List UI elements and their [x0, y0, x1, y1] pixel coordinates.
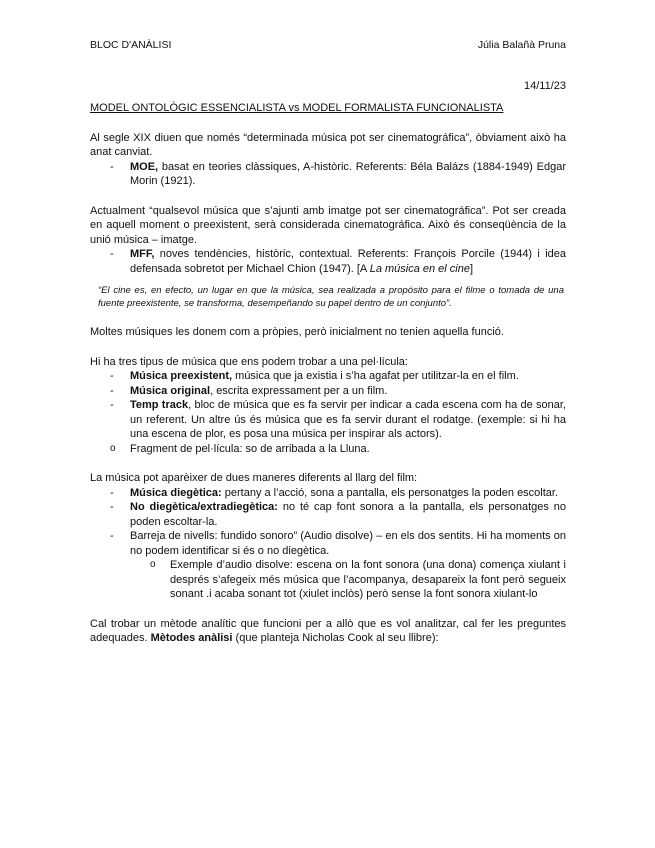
description: , escrita expressament per a un film. [210, 384, 388, 397]
document-page [90, 38, 566, 646]
list-item [90, 398, 566, 442]
fragment-list [90, 442, 566, 457]
list-item [90, 486, 566, 501]
list-item [90, 384, 566, 399]
mff-description: noves tendències, històric, contextual. Referents: François Porcile (1944) i idea defensada sobretot per Michael Chion (1947). [A [130, 248, 566, 275]
description: Barreja de nivells: fundido sonoro” (Audio disolve) – en els dos sentits. Hi ha moments on no podem identificar si és o no diegètica. [130, 530, 566, 557]
header-title: BLOC D'ANÀLISI [90, 39, 172, 51]
metodes-text: Cal trobar un mètode analític que funcioni per a allò que es vol analitzar, cal fer les preguntes adequades. [90, 617, 566, 644]
paragraph-tipus: Hi ha tres tipus de música que ens podem trobar a una pel·lícula: [90, 355, 408, 368]
paragraph-musiques: Moltes músiques les donem com a pròpies, però inicialment no tenien aquella funció. [90, 326, 504, 338]
circle-bullet-icon: o [110, 442, 116, 454]
term: Música diegètica: [130, 486, 222, 499]
fragment-text: Fragment de pel·lícula: so de arribada a la Lluna. [130, 442, 370, 455]
quote: “El cine es, en efecto, un lugar en que la música, sea realizada a propósito para el filme o tomada de una fuente preexistente, se transforma, desempeñando su papel dentro de un conjunto”. [98, 285, 564, 309]
section-heading: MODEL ONTOLÒGIC ESSENCIALISTA vs MODEL FORMALISTA FUNCIONALISTA [90, 102, 504, 114]
list-item [90, 529, 566, 602]
header-author: Júlia Balañà Pruna [477, 39, 566, 51]
list-item-moe [90, 160, 566, 189]
paragraph-maneres: La música pot aparèixer de dues maneres diferents al llarg del film: [90, 472, 418, 484]
book-title: La música en el cine [369, 262, 470, 275]
paragraph-actualment: Actualment “qualsevol música que s’ajunti amb imatge pot ser cinematográfica”. Pot ser creada en aquell moment o preexistent, serà considerada cinematográfica. Això és conseqüència de la unió música – imatge. [90, 204, 566, 246]
description: pertany a l’acció, sona a pantalla, els personatges la poden escoltar. [221, 486, 559, 499]
music-types-list [90, 369, 566, 442]
term-mff: MFF, [130, 248, 155, 260]
list-item-example [130, 558, 566, 602]
term: Música preexistent, [130, 370, 233, 382]
moe-description: basat en teories clàssiques, A-històric. Referents: Béla Balázs (1884-1949) Edgar Morin (1921). [130, 160, 566, 187]
term-metodes: Mètodes anàlisi [150, 632, 233, 644]
mff-list [90, 247, 566, 276]
paragraph-intro: Al segle XIX diuen que només “determinada música pot ser cinematográfica”, òbviament això ha anat canviat. [90, 131, 566, 158]
term: Música original [130, 384, 211, 397]
paragraph-metodes [90, 617, 566, 646]
mff-end: ] [469, 262, 474, 275]
example-text: Exemple d’audio disolve: escena on la font sonora (una dona) comença xiulant i després s’afegeix més música que l’acompanya, desapareix la font però segueix sonant .i acaba sonant tot (xiulet inclòs) però sense la font sonora xiulant-lo [170, 559, 566, 600]
term-moe: MOE, [130, 160, 159, 173]
metodes-end: (que planteja Nicholas Cook al seu llibre): [232, 632, 439, 644]
circle-bullet-icon: o [150, 559, 156, 570]
example-list [130, 558, 566, 602]
page-header [90, 38, 566, 53]
list-item [90, 369, 566, 384]
description: , bloc de música que es fa servir per indicar a cada escena com ha de sonar, un referent. Un altre ús és música que es fa servir durant el rodatge. (exemple: si hi ha una escena de plor, es posa una música per inspirar als actors). [130, 399, 566, 440]
description: no té cap font sonora a la pantalla, els personatges no poden escoltar-la. [130, 501, 566, 528]
list-item-fragment [90, 442, 566, 457]
list-item-mff [90, 247, 566, 276]
description: música que ja existia i s’ha agafat per utilitzar-la en el film. [232, 370, 519, 382]
list-item [90, 500, 566, 529]
term: Temp track [130, 399, 189, 411]
music-ways-list [90, 486, 566, 602]
term: No diegètica/extradiegètica: [130, 501, 278, 513]
moe-list [90, 160, 566, 189]
document-date: 14/11/23 [523, 79, 566, 92]
